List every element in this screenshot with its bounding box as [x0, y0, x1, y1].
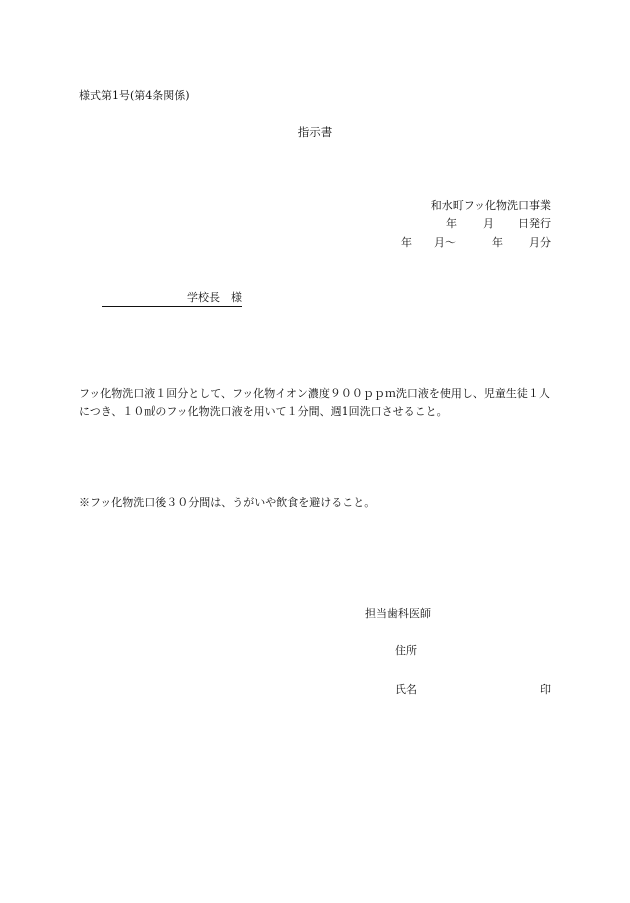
dentist-role: 担当歯科医師	[365, 607, 431, 620]
note-text: ※フッ化物洗口後３０分間は、うがいや飲食を避けること。	[79, 496, 376, 509]
seal-mark: 印	[540, 683, 551, 696]
document-title: 指示書	[297, 125, 333, 139]
issue-year-label: 年	[446, 217, 457, 230]
period-range	[401, 236, 551, 250]
issuer-name: 和水町フッ化物洗口事業	[430, 199, 551, 212]
instruction-text: フッ化物洗口液１回分として、フッ化物イオン濃度９００ｐｐｍ洗口液を使用し、児童生徒１人につき、１０㎖のフッ化物洗口液を用いて１分間、週1回洗口させること。	[79, 387, 550, 418]
form-number: 様式第1号(第4条関係)	[79, 89, 190, 102]
period-end-month-label: 月分	[529, 236, 551, 249]
period-start-month-label: 月〜	[434, 236, 456, 249]
address-label: 住所	[395, 644, 417, 657]
issue-day-label: 日発行	[518, 217, 551, 230]
issue-month-label: 月	[483, 217, 494, 230]
name-label: 氏名	[395, 683, 417, 696]
issue-date	[446, 217, 551, 231]
period-start-year-label: 年	[401, 236, 412, 249]
addressee-line: 学校長 様	[102, 291, 242, 307]
period-end-year-label: 年	[492, 236, 503, 249]
